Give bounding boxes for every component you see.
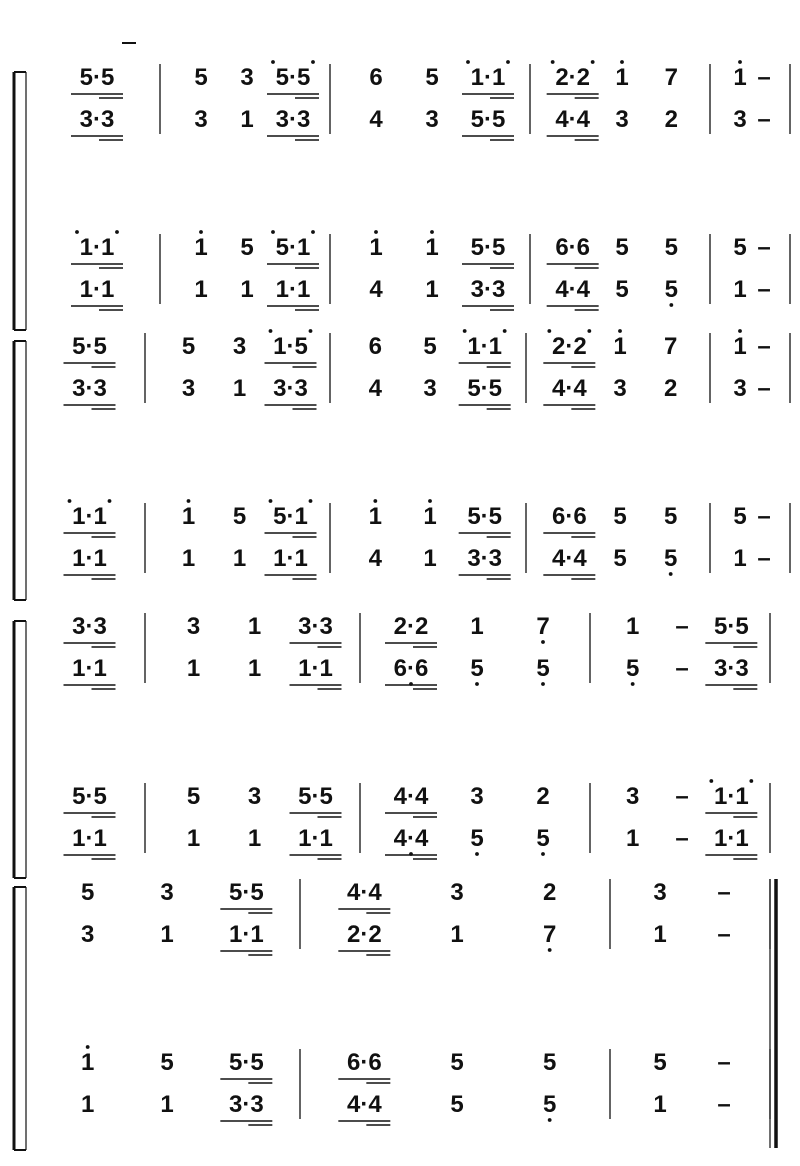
note-s1-p1-m2-n2: 5·5 [467,375,502,402]
note-s3-p1-m1-n2: 7 [542,921,557,948]
note-s2-p0-m2-n1: 1 [470,613,484,640]
note-s1-p1-m2-n1: 3 [423,375,437,402]
note-s1-p2-m2-n1: 1 [423,503,437,530]
note-s1-p2-m3-n1: 5 [613,503,627,530]
note-s3-p0-m2-n0: 3 [653,879,667,906]
note-s3-p1-m0-n1: 1 [160,921,174,948]
octave-dot [311,230,315,234]
octave-dot [309,329,313,333]
note-s1-p3-m1-n1: 1 [232,545,247,572]
note-s0-p2-m4-n0: 5 [733,234,747,261]
note-s1-p1-m1-n2: 3·3 [273,375,308,402]
note-s1-p3-m1-n0: 1 [181,545,196,572]
note-s0-p0-m3-n2: 7 [664,64,678,91]
note-s1-p0-m1-n1: 3 [232,333,247,360]
note-s0-p2-m3-n2: 5 [664,234,678,261]
note-s2-p2-m2-n2: 2 [536,783,550,810]
note-s2-p3-m2-n1: 5 [470,825,484,852]
note-s3-p2-m1-n0: 6·6 [346,1049,382,1076]
note-s1-p3-m2-n1: 1 [423,545,437,572]
note-s3-p0-m1-n0: 4·4 [346,879,382,906]
note-s0-p3-m4-n0: 1 [733,276,747,303]
octave-dot [547,329,551,333]
note-s3-p3-m1-n2: 5 [542,1091,557,1118]
note-s3-p2-m0-n0: 1 [80,1049,95,1076]
octave-dot [309,499,313,503]
note-s0-p2-m2-n1: 1 [425,234,439,261]
note-s0-p1-m3-n2: 2 [664,106,678,133]
octave-dot-low [541,640,545,644]
note-s0-p3-m3-n1: 5 [615,276,629,303]
note-s3-p1-m2-n0: 1 [653,921,667,948]
note-s0-p2-m3-n1: 5 [615,234,629,261]
note-s0-p0-m4-n1: – [757,64,771,91]
note-s2-p1-m1-n2: 1·1 [298,655,333,682]
octave-dot [269,329,273,333]
note-s1-p3-m4-n0: 1 [733,545,747,572]
note-s3-p1-m0-n2: 1·1 [228,921,264,948]
octave-dot [108,499,112,503]
note-s2-p3-m1-n2: 1·1 [298,825,333,852]
note-s1-p0-m3-n0: 2·2 [551,333,587,360]
note-s1-p3-m3-n2: 5 [663,545,678,572]
note-s2-p2-m0-n0: 5·5 [72,783,107,810]
note-s3-p0-m0-n1: 3 [160,879,174,906]
note-s3-p1-m0-n0: 3 [80,921,95,948]
note-s1-p2-m1-n0: 1 [181,503,196,530]
octave-dot-low [475,852,479,856]
octave-dot [506,60,510,64]
note-s1-p2-m4-n1: – [757,503,771,530]
note-s0-p2-m2-n0: 1 [369,234,383,261]
note-s1-p2-m1-n1: 5 [232,503,247,530]
note-s1-p1-m3-n2: 2 [663,375,678,402]
note-s0-p0-m0-n0: 5·5 [79,64,115,91]
note-s3-p3-m0-n2: 3·3 [228,1091,264,1118]
note-s0-p3-m2-n1: 1 [425,276,439,303]
octave-dot [271,230,275,234]
note-s0-p2-m1-n0: 1 [194,234,208,261]
note-s3-p3-m2-n1: – [717,1091,731,1118]
note-s1-p1-m1-n1: 1 [232,375,247,402]
octave-dot-low [669,572,673,576]
note-s0-p1-m3-n0: 4·4 [555,106,590,133]
note-s3-p0-m2-n1: – [717,879,731,906]
note-s2-p3-m3-n1: – [675,825,689,852]
note-s3-p2-m0-n2: 5·5 [228,1049,264,1076]
note-s3-p2-m2-n0: 5 [653,1049,667,1076]
note-s2-p3-m3-n2: 1·1 [713,825,749,852]
note-s1-p2-m2-n0: 1 [368,503,382,530]
octave-dot [587,329,591,333]
note-s0-p3-m3-n0: 4·4 [555,276,590,303]
note-s3-p2-m0-n1: 5 [160,1049,174,1076]
note-s3-p2-m2-n1: – [717,1049,731,1076]
note-s2-p0-m1-n1: 1 [247,613,262,640]
note-s2-p3-m2-n0: 4·4 [393,825,429,852]
note-s3-p3-m2-n0: 1 [653,1091,667,1118]
note-s1-p1-m4-n0: 3 [733,375,747,402]
note-s2-p1-m0-n0: 1·1 [72,655,107,682]
note-s3-p3-m1-n1: 5 [450,1091,464,1118]
octave-dot [749,779,753,783]
note-s1-p1-m0-n0: 3·3 [72,375,107,402]
octave-dot [551,60,555,64]
note-s2-p1-m3-n0: 5 [625,655,640,682]
note-s1-p0-m1-n0: 5 [181,333,196,360]
note-s2-p3-m2-n2: 5 [536,825,550,852]
note-s1-p0-m4-n0: 1 [733,333,747,360]
octave-dot-low [541,682,545,686]
note-s3-p2-m1-n2: 5 [542,1049,557,1076]
note-s0-p3-m1-n2: 1·1 [275,276,311,303]
note-s0-p0-m3-n1: 1 [615,64,629,91]
note-s1-p3-m2-n2: 3·3 [467,545,502,572]
note-s1-p2-m1-n2: 5·1 [273,503,308,530]
note-s0-p1-m4-n0: 3 [733,106,747,133]
note-s2-p1-m3-n1: – [675,655,689,682]
note-s2-p1-m2-n1: 5 [470,655,484,682]
note-s1-p0-m4-n1: – [757,333,771,360]
note-s1-p1-m4-n1: – [757,375,771,402]
note-s2-p2-m2-n1: 3 [470,783,484,810]
note-s1-p1-m3-n1: 3 [613,375,627,402]
note-s2-p0-m0-n0: 3·3 [72,613,107,640]
note-s2-p0-m2-n0: 2·2 [393,613,429,640]
note-s0-p2-m4-n1: – [757,234,771,261]
note-s1-p0-m3-n2: 7 [663,333,678,360]
note-s2-p0-m3-n0: 1 [625,613,640,640]
note-s0-p1-m1-n2: 3·3 [275,106,311,133]
note-s2-p2-m3-n1: – [675,783,689,810]
note-s3-p0-m1-n2: 2 [542,879,557,906]
note-s1-p1-m3-n0: 4·4 [551,375,587,402]
note-s2-p0-m1-n0: 3 [186,613,201,640]
note-s0-p0-m2-n1: 5 [425,64,439,91]
note-s2-p2-m3-n2: 1·1 [713,783,749,810]
note-s2-p2-m3-n0: 3 [625,783,640,810]
note-s2-p2-m1-n1: 3 [247,783,262,810]
note-s3-p1-m1-n0: 2·2 [346,921,382,948]
octave-dot-low [541,852,545,856]
octave-dot [311,60,315,64]
note-s0-p1-m1-n0: 3 [194,106,208,133]
octave-dot [271,60,275,64]
note-s0-p2-m2-n2: 5·5 [470,234,506,261]
note-s2-p1-m2-n2: 5 [536,655,550,682]
note-s0-p1-m2-n0: 4 [369,106,383,133]
note-s0-p1-m4-n1: – [757,106,771,133]
note-s2-p0-m3-n2: 5·5 [713,613,749,640]
note-s3-p1-m2-n1: – [717,921,731,948]
note-s2-p2-m1-n0: 5 [186,783,201,810]
note-s1-p1-m1-n0: 3 [181,375,196,402]
note-s3-p3-m0-n0: 1 [80,1091,95,1118]
octave-dot-low [475,682,479,686]
octave-dot-low [669,303,673,307]
note-s0-p3-m2-n2: 3·3 [470,276,506,303]
octave-dot-low [548,1118,552,1122]
note-s2-p3-m0-n0: 1·1 [72,825,107,852]
note-s0-p3-m3-n2: 5 [664,276,678,303]
note-s0-p3-m1-n1: 1 [240,276,254,303]
note-s1-p3-m4-n1: – [757,545,771,572]
note-s2-p3-m1-n1: 1 [247,825,262,852]
note-s1-p2-m3-n2: 5 [663,503,678,530]
note-s0-p0-m1-n2: 5·5 [275,64,311,91]
note-s1-p0-m1-n2: 1·5 [273,333,308,360]
note-s1-p0-m3-n1: 1 [613,333,627,360]
note-s1-p3-m2-n0: 4 [368,545,382,572]
note-s0-p0-m1-n0: 5 [194,64,208,91]
note-s2-p2-m1-n2: 5·5 [298,783,333,810]
note-s1-p0-m2-n0: 6 [368,333,382,360]
note-s1-p3-m3-n1: 5 [613,545,627,572]
octave-dot [591,60,595,64]
note-s3-p2-m1-n1: 5 [450,1049,464,1076]
note-s0-p1-m3-n1: 3 [615,106,629,133]
note-s1-p3-m1-n2: 1·1 [273,545,308,572]
octave-dot [503,329,507,333]
note-s2-p1-m1-n1: 1 [247,655,262,682]
note-s1-p0-m2-n2: 1·1 [467,333,502,360]
note-s0-p0-m2-n2: 1·1 [470,64,506,91]
note-s1-p0-m0-n0: 5·5 [72,333,107,360]
note-s2-p0-m3-n1: – [675,613,689,640]
note-s2-p0-m2-n2: 7 [536,613,550,640]
octave-dot [466,60,470,64]
note-s2-p1-m3-n2: 3·3 [713,655,749,682]
octave-dot [709,779,713,783]
note-s0-p3-m4-n1: – [757,276,771,303]
note-s2-p0-m1-n2: 3·3 [298,613,333,640]
note-s1-p2-m4-n0: 5 [733,503,747,530]
note-s0-p1-m1-n1: 1 [240,106,254,133]
note-s1-p0-m2-n1: 5 [423,333,437,360]
octave-dot [68,499,72,503]
note-s0-p2-m0-n0: 1·1 [79,234,115,261]
note-s0-p2-m3-n0: 6·6 [555,234,590,261]
note-s0-p3-m2-n0: 4 [369,276,383,303]
note-s0-p0-m1-n1: 3 [240,64,254,91]
note-s2-p3-m3-n0: 1 [625,825,640,852]
note-s0-p0-m4-n0: 1 [733,64,747,91]
note-s0-p1-m0-n0: 3·3 [79,106,115,133]
note-s1-p2-m0-n0: 1·1 [72,503,107,530]
note-s1-p2-m2-n2: 5·5 [467,503,502,530]
note-s3-p3-m1-n0: 4·4 [346,1091,382,1118]
note-s2-p1-m2-n0: 6·6 [393,655,429,682]
note-s0-p2-m1-n1: 5 [240,234,254,261]
note-s1-p3-m3-n0: 4·4 [551,545,587,572]
octave-dot [269,499,273,503]
note-s1-p1-m2-n0: 4 [368,375,382,402]
note-s2-p1-m1-n0: 1 [186,655,201,682]
note-s0-p1-m2-n1: 3 [425,106,439,133]
note-s0-p0-m3-n0: 2·2 [555,64,590,91]
octave-dot [75,230,79,234]
octave-dot [463,329,467,333]
note-s0-p2-m1-n2: 5·1 [275,234,311,261]
octave-dot-low [548,948,552,952]
note-s3-p0-m0-n2: 5·5 [228,879,264,906]
octave-dot [115,230,119,234]
note-s1-p3-m0-n0: 1·1 [72,545,107,572]
note-s3-p0-m0-n0: 5 [80,879,95,906]
note-s0-p1-m2-n2: 5·5 [470,106,506,133]
note-s3-p0-m1-n1: 3 [450,879,464,906]
note-s0-p3-m1-n0: 1 [194,276,208,303]
note-s0-p3-m0-n0: 1·1 [79,276,115,303]
note-s2-p3-m1-n0: 1 [186,825,201,852]
note-s0-p0-m2-n0: 6 [369,64,383,91]
note-s2-p2-m2-n0: 4·4 [393,783,429,810]
note-s3-p1-m1-n1: 1 [450,921,464,948]
note-s1-p2-m3-n0: 6·6 [551,503,587,530]
note-s3-p3-m0-n1: 1 [160,1091,174,1118]
octave-dot-low [631,682,635,686]
